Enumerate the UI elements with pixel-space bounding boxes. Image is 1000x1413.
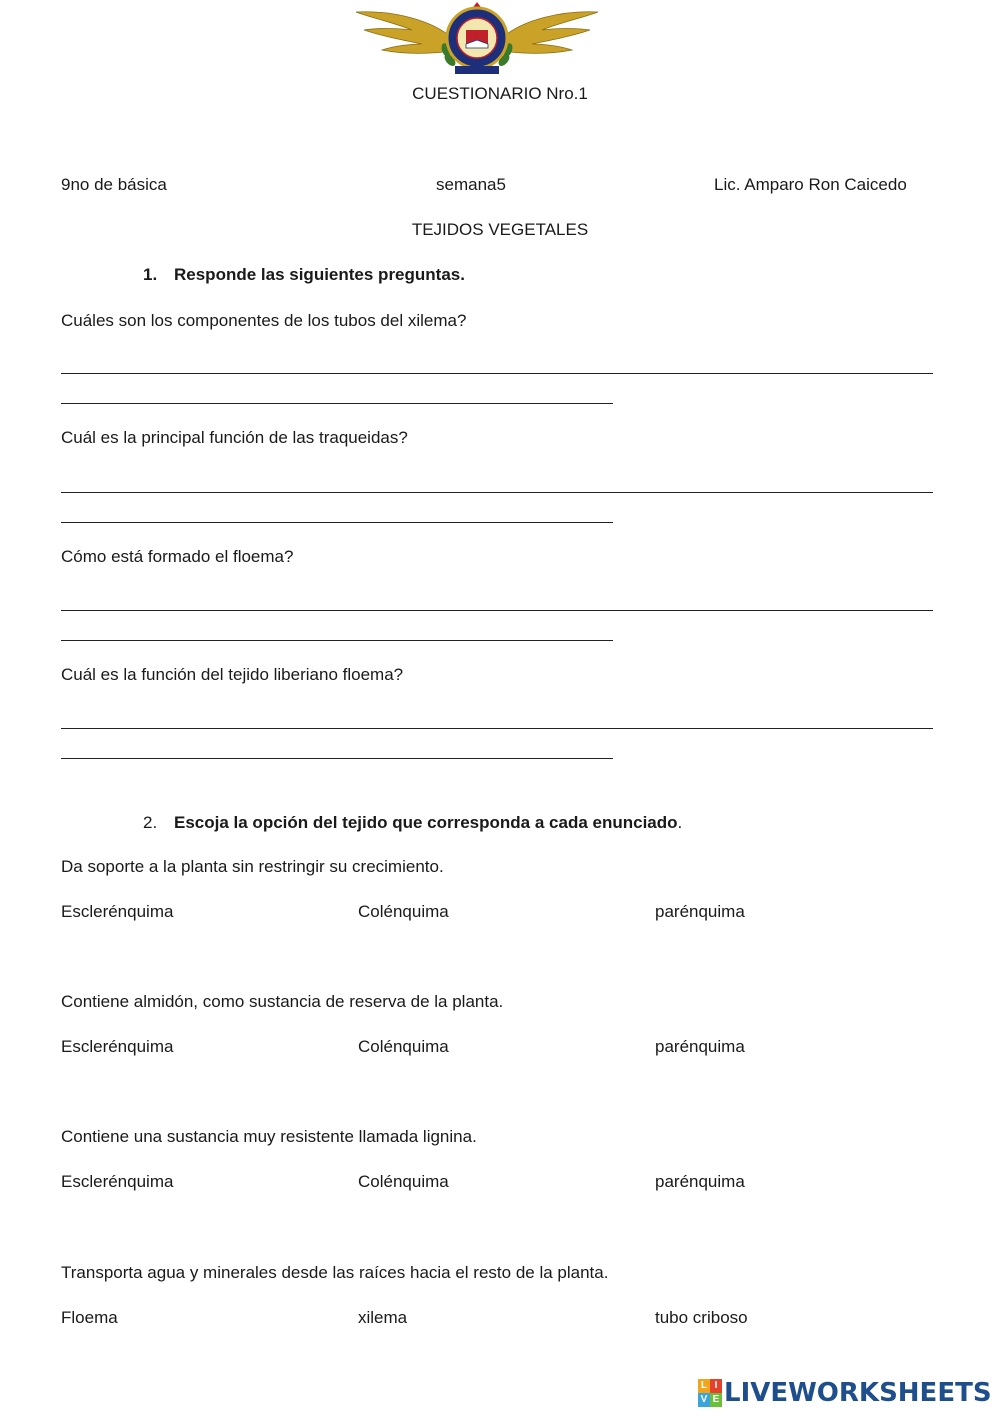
grade-label: 9no de básica — [61, 175, 167, 194]
section1-heading: Responde las siguientes preguntas. — [174, 265, 465, 284]
teacher-name: Lic. Amparo Ron Caicedo — [714, 175, 907, 194]
answer-line-4b[interactable] — [61, 758, 613, 759]
answer-line-2b[interactable] — [61, 522, 613, 523]
option-3c[interactable]: parénquima — [655, 1172, 745, 1191]
school-logo — [352, 0, 602, 80]
option-2c[interactable]: parénquima — [655, 1037, 745, 1056]
option-1a[interactable]: Esclerénquima — [61, 902, 174, 921]
badge-letter-l: L — [698, 1379, 710, 1393]
badge-letter-v: V — [698, 1393, 710, 1407]
question-4: Cuál es la función del tejido liberiano floema? — [61, 665, 404, 684]
week-label: semana5 — [436, 175, 506, 194]
badge-letter-e: E — [710, 1393, 722, 1407]
option-3b[interactable]: Colénquima — [358, 1172, 449, 1191]
badge-letter-i: I — [710, 1379, 722, 1393]
topic-title: TEJIDOS VEGETALES — [411, 220, 589, 239]
answer-line-1a[interactable] — [61, 373, 933, 374]
section2-heading-end: . — [677, 813, 683, 832]
option-2b[interactable]: Colénquima — [358, 1037, 449, 1056]
option-1c[interactable]: parénquima — [655, 902, 745, 921]
answer-line-1b[interactable] — [61, 403, 613, 404]
statement-3: Contiene una sustancia muy resistente llamada lignina. — [61, 1127, 477, 1146]
answer-line-2a[interactable] — [61, 492, 933, 493]
section1-number: 1. — [143, 265, 158, 284]
section2-heading: Escoja la opción del tejido que corresponda a cada enunciado — [174, 813, 678, 832]
answer-line-3b[interactable] — [61, 640, 613, 641]
liveworksheets-badge-icon — [698, 1379, 722, 1407]
statement-2: Contiene almidón, como sustancia de reserva de la planta. — [61, 992, 504, 1011]
question-3: Cómo está formado el floema? — [61, 547, 294, 566]
section2-number: 2. — [143, 813, 158, 832]
worksheet-title: CUESTIONARIO Nro.1 — [412, 84, 588, 103]
statement-4: Transporta agua y minerales desde las raíces hacia el resto de la planta. — [61, 1263, 609, 1282]
question-2: Cuál es la principal función de las traqueidas? — [61, 428, 408, 447]
statement-1: Da soporte a la planta sin restringir su crecimiento. — [61, 857, 444, 876]
answer-line-3a[interactable] — [61, 610, 933, 611]
question-1: Cuáles son los componentes de los tubos del xilema? — [61, 311, 467, 330]
option-4a[interactable]: Floema — [61, 1308, 118, 1327]
watermark-text: LIVEWORKSHEETS — [724, 1378, 992, 1408]
option-1b[interactable]: Colénquima — [358, 902, 449, 921]
option-2a[interactable]: Esclerénquima — [61, 1037, 174, 1056]
option-3a[interactable]: Esclerénquima — [61, 1172, 174, 1191]
option-4c[interactable]: tubo criboso — [655, 1308, 748, 1327]
liveworksheets-watermark — [698, 1376, 994, 1410]
section2-heading-wrap — [174, 813, 682, 833]
option-4b[interactable]: xilema — [358, 1308, 408, 1327]
answer-line-4a[interactable] — [61, 728, 933, 729]
